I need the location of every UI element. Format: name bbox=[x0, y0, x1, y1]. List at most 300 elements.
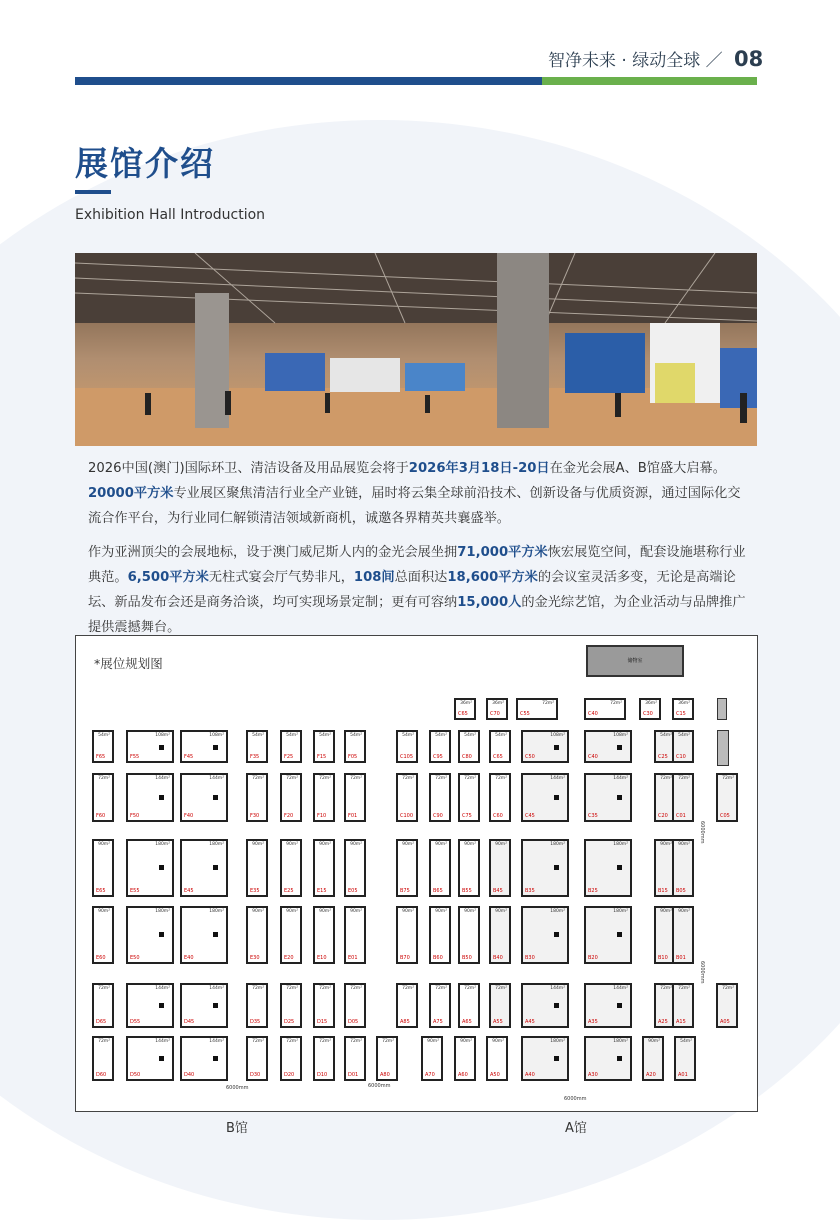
booth-area-label: 72m² bbox=[252, 986, 264, 991]
booth-id-label: F25 bbox=[284, 754, 294, 760]
booth-id-label: F55 bbox=[130, 754, 140, 760]
booth-id-label: A40 bbox=[525, 1072, 535, 1078]
booth-area-label: 90m² bbox=[350, 842, 362, 847]
booth-id-label: A30 bbox=[588, 1072, 598, 1078]
booth-area-label: 72m² bbox=[382, 1039, 394, 1044]
booth-e25 bbox=[280, 839, 302, 897]
booth-f10 bbox=[313, 773, 335, 822]
booth-area-label: 72m² bbox=[495, 776, 507, 781]
booth-area-label: 54m² bbox=[678, 733, 690, 738]
booth-id-label: B50 bbox=[462, 955, 472, 961]
booth-id-label: C55 bbox=[520, 711, 530, 717]
booth-c10 bbox=[672, 730, 694, 763]
booth-id-label: F05 bbox=[348, 754, 358, 760]
booth-area-label: 72m² bbox=[464, 986, 476, 991]
booth-id-label: B15 bbox=[658, 888, 668, 894]
booth-area-label: 180m² bbox=[613, 1039, 628, 1044]
booth-id-label: E30 bbox=[250, 955, 260, 961]
pillar-marker bbox=[159, 745, 164, 750]
booth-area-label: 90m² bbox=[427, 1039, 439, 1044]
booth-id-label: B60 bbox=[433, 955, 443, 961]
booth-b65 bbox=[429, 839, 451, 897]
booth-c100 bbox=[396, 773, 418, 822]
booth-e20 bbox=[280, 906, 302, 964]
booth-a75 bbox=[429, 983, 451, 1028]
booth-area-label: 72m² bbox=[286, 1039, 298, 1044]
booth-d45 bbox=[180, 983, 228, 1028]
booth-a05 bbox=[716, 983, 738, 1028]
p1-text-e: 专业展区聚焦清洁行业全产业链，届时将云集全球前沿技术、创新设备与优质资源，通过国际化交流合作平台，为行业同仁解锁清洁领域新商机，诚邀各界精英共襄盛举。 bbox=[88, 486, 741, 526]
booth-area-label: 72m² bbox=[350, 986, 362, 991]
booth-area-label: 72m² bbox=[402, 776, 414, 781]
booth-area-label: 72m² bbox=[495, 986, 507, 991]
dim-label-1: 6000mm bbox=[699, 821, 705, 844]
booth-c55 bbox=[516, 698, 558, 720]
booth-f50 bbox=[126, 773, 174, 822]
booth-b35 bbox=[521, 839, 569, 897]
booth-b05 bbox=[672, 839, 694, 897]
booth-id-label: C65 bbox=[493, 754, 503, 760]
dim-label-2: 6000mm bbox=[699, 961, 705, 984]
pillar-marker bbox=[159, 1056, 164, 1061]
booth-id-label: C40 bbox=[588, 711, 598, 717]
hall-a-label: A馆 bbox=[565, 1121, 587, 1136]
booth-area-label: 90m² bbox=[98, 842, 110, 847]
pillar-marker bbox=[617, 795, 622, 800]
exhibition-hall-photo bbox=[75, 253, 757, 446]
booth-e40 bbox=[180, 906, 228, 964]
booth-a80 bbox=[376, 1036, 398, 1081]
booth-c30 bbox=[639, 698, 661, 720]
booth-id-label: C10 bbox=[676, 754, 686, 760]
booth-area-label: 90m² bbox=[678, 842, 690, 847]
booth-id-label: C75 bbox=[462, 813, 472, 819]
p2-text-c: 恢宏展览空间，配套设施堪称行业典范。 bbox=[88, 545, 746, 585]
booth-id-label: F45 bbox=[184, 754, 194, 760]
pillar-marker bbox=[617, 1003, 622, 1008]
booth-id-label: E65 bbox=[96, 888, 106, 894]
booth-id-label: A35 bbox=[588, 1019, 598, 1025]
booth-id-label: C65 bbox=[458, 711, 468, 717]
booth-a20 bbox=[642, 1036, 664, 1081]
booth-id-label: A05 bbox=[720, 1019, 730, 1025]
p2-text-e: 无柱式宴会厅气势非凡， bbox=[208, 570, 354, 585]
p2-text-i: 的会议室灵活多变，无论是高端论坛、新品发布会还是商务洽谈，均可实现场景定制；更有可容纳 bbox=[88, 570, 736, 610]
booth-area-label: 72m² bbox=[464, 776, 476, 781]
booth-e30 bbox=[246, 906, 268, 964]
booth-area-label: 54m² bbox=[435, 733, 447, 738]
header-bar-green bbox=[542, 77, 757, 85]
booth-id-label: D15 bbox=[317, 1019, 328, 1025]
booth-id-label: F50 bbox=[130, 813, 140, 819]
booth-b25 bbox=[584, 839, 632, 897]
booth-id-label: E20 bbox=[284, 955, 294, 961]
booth-e35 bbox=[246, 839, 268, 897]
booth-area-label: 72m² bbox=[252, 776, 264, 781]
booth-id-label: A80 bbox=[380, 1072, 390, 1078]
booth-id-label: D30 bbox=[250, 1072, 261, 1078]
intro-paragraph-2 bbox=[88, 540, 748, 640]
booth-id-label: F40 bbox=[184, 813, 194, 819]
booth-area-label: 54m² bbox=[319, 733, 331, 738]
booth-area-label: 90m² bbox=[495, 842, 507, 847]
booth-e45 bbox=[180, 839, 228, 897]
booth-e50 bbox=[126, 906, 174, 964]
booth-b20 bbox=[584, 906, 632, 964]
booth-id-label: C30 bbox=[643, 711, 653, 717]
pillar-marker bbox=[617, 865, 622, 870]
booth-b45 bbox=[489, 839, 511, 897]
booth-id-label: C70 bbox=[490, 711, 500, 717]
booth-f45 bbox=[180, 730, 228, 763]
booth-c40 bbox=[584, 730, 632, 763]
booth-c105 bbox=[396, 730, 418, 763]
hall-b-label: B馆 bbox=[226, 1121, 248, 1136]
booth-id-label: F30 bbox=[250, 813, 260, 819]
booth-area-label: 72m² bbox=[286, 986, 298, 991]
booth-b30 bbox=[521, 906, 569, 964]
booth-id-label: B35 bbox=[525, 888, 535, 894]
floor-plan-label: *展位规划图 bbox=[94, 656, 163, 671]
booth-id-label: D10 bbox=[317, 1072, 328, 1078]
p2-text-k: 的金光综艺馆，为企业活动与品牌推广提供震撼舞台。 bbox=[88, 595, 746, 635]
booth-id-label: E60 bbox=[96, 955, 106, 961]
booth-id-label: A20 bbox=[646, 1072, 656, 1078]
booth-id-label: C100 bbox=[400, 813, 414, 819]
booth-id-label: E01 bbox=[348, 955, 358, 961]
pillar-marker bbox=[159, 932, 164, 937]
booth-area-label: 90m² bbox=[286, 842, 298, 847]
page-subtitle: Exhibition Hall Introduction bbox=[75, 207, 266, 223]
title-underline bbox=[75, 190, 111, 194]
pillar-marker bbox=[554, 865, 559, 870]
booth-d05 bbox=[344, 983, 366, 1028]
booth-d40 bbox=[180, 1036, 228, 1081]
booth-a40 bbox=[521, 1036, 569, 1081]
header-slogan-text: 智净未来 · 绿动全球 ／ bbox=[548, 51, 723, 71]
booth-id-label: E50 bbox=[130, 955, 140, 961]
booth-area-label: 72m² bbox=[722, 776, 734, 781]
booth-area-label: 180m² bbox=[613, 909, 628, 914]
booth-c15 bbox=[672, 698, 694, 720]
booth-a60 bbox=[454, 1036, 476, 1081]
booth-f60 bbox=[92, 773, 114, 822]
pillar-marker bbox=[554, 1003, 559, 1008]
booth-area-label: 90m² bbox=[660, 909, 672, 914]
booth-e55 bbox=[126, 839, 174, 897]
booth-a70 bbox=[421, 1036, 443, 1081]
booth-e15 bbox=[313, 839, 335, 897]
booth-c65 bbox=[454, 698, 476, 720]
booth-id-label: C80 bbox=[462, 754, 472, 760]
header-slogan bbox=[548, 46, 763, 71]
booth-area-label: 72m² bbox=[350, 1039, 362, 1044]
booth-area-label: 180m² bbox=[209, 909, 224, 914]
booth-c60 bbox=[489, 773, 511, 822]
booth-area-label: 108m² bbox=[613, 733, 628, 738]
booth-area-label: 144m² bbox=[155, 776, 170, 781]
booth-id-label: A01 bbox=[678, 1072, 688, 1078]
booth-area-label: 180m² bbox=[209, 842, 224, 847]
booth-area-label: 90m² bbox=[464, 842, 476, 847]
p1-text-a: 2026中国(澳门)国际环卫、清洁设备及用品展览会将于 bbox=[88, 461, 409, 476]
booth-b50 bbox=[458, 906, 480, 964]
booth-c40 bbox=[584, 698, 626, 720]
pillar-marker bbox=[554, 1056, 559, 1061]
booth-area-label: 90m² bbox=[252, 842, 264, 847]
booth-area-label: 72m² bbox=[660, 986, 672, 991]
booth-id-label: C35 bbox=[588, 813, 598, 819]
booth-c65 bbox=[489, 730, 511, 763]
pillar-marker bbox=[159, 1003, 164, 1008]
booth-area-label: 108m² bbox=[155, 733, 170, 738]
booth-id-label: A55 bbox=[493, 1019, 503, 1025]
p2-highlight-4: 18,600平方米 bbox=[447, 570, 538, 585]
pillar-marker bbox=[554, 932, 559, 937]
booth-area-label: 54m² bbox=[98, 733, 110, 738]
booth-area-label: 90m² bbox=[660, 842, 672, 847]
booth-area-label: 144m² bbox=[209, 986, 224, 991]
pillar-marker bbox=[617, 932, 622, 937]
booth-a01 bbox=[674, 1036, 696, 1081]
booth-area-label: 90m² bbox=[495, 909, 507, 914]
booth-area-label: 180m² bbox=[550, 842, 565, 847]
booth-area-label: 90m² bbox=[678, 909, 690, 914]
booth-area-label: 90m² bbox=[435, 842, 447, 847]
p2-highlight-3: 108间 bbox=[353, 570, 395, 585]
booth-area-label: 144m² bbox=[155, 1039, 170, 1044]
booth-f65 bbox=[92, 730, 114, 763]
booth-a30 bbox=[584, 1036, 632, 1081]
booth-id-label: A45 bbox=[525, 1019, 535, 1025]
booth-area-label: 180m² bbox=[155, 909, 170, 914]
booth-area-label: 90m² bbox=[350, 909, 362, 914]
booth-area-label: 72m² bbox=[610, 701, 622, 706]
p2-highlight-2: 6,500平方米 bbox=[127, 570, 209, 585]
booth-id-label: C05 bbox=[720, 813, 730, 819]
pillar-marker bbox=[554, 795, 559, 800]
pillar-marker bbox=[213, 932, 218, 937]
booth-b60 bbox=[429, 906, 451, 964]
booth-id-label: B10 bbox=[658, 955, 668, 961]
pillar-marker bbox=[554, 745, 559, 750]
booth-f01 bbox=[344, 773, 366, 822]
booth-area-label: 180m² bbox=[613, 842, 628, 847]
booth-b55 bbox=[458, 839, 480, 897]
booth-a55 bbox=[489, 983, 511, 1028]
booth-area-label: 36m² bbox=[460, 701, 472, 706]
booth-c35 bbox=[584, 773, 632, 822]
booth-id-label: F65 bbox=[96, 754, 106, 760]
booth-id-label: A50 bbox=[490, 1072, 500, 1078]
booth-id-label: A70 bbox=[425, 1072, 435, 1078]
booth-id-label: B05 bbox=[676, 888, 686, 894]
booth-e60 bbox=[92, 906, 114, 964]
booth-c01 bbox=[672, 773, 694, 822]
booth-area-label: 72m² bbox=[319, 1039, 331, 1044]
booth-id-label: D65 bbox=[96, 1019, 107, 1025]
booth-id-label: D55 bbox=[130, 1019, 141, 1025]
booth-a85 bbox=[396, 983, 418, 1028]
side-facility-2 bbox=[717, 730, 729, 766]
booth-id-label: B40 bbox=[493, 955, 503, 961]
booth-id-label: D05 bbox=[348, 1019, 359, 1025]
booth-id-label: E35 bbox=[250, 888, 260, 894]
booth-area-label: 180m² bbox=[155, 842, 170, 847]
booth-d55 bbox=[126, 983, 174, 1028]
booth-b75 bbox=[396, 839, 418, 897]
booth-d01 bbox=[344, 1036, 366, 1081]
booth-id-label: C15 bbox=[676, 711, 686, 717]
booth-c05 bbox=[716, 773, 738, 822]
floor-plan bbox=[75, 635, 758, 1112]
booth-id-label: B30 bbox=[525, 955, 535, 961]
booth-e05 bbox=[344, 839, 366, 897]
booth-c50 bbox=[521, 730, 569, 763]
pillar-marker bbox=[213, 1003, 218, 1008]
booth-area-label: 90m² bbox=[492, 1039, 504, 1044]
booth-f55 bbox=[126, 730, 174, 763]
booth-area-label: 108m² bbox=[550, 733, 565, 738]
booth-id-label: A25 bbox=[658, 1019, 668, 1025]
booth-c80 bbox=[458, 730, 480, 763]
pillar-marker bbox=[159, 865, 164, 870]
booth-id-label: B45 bbox=[493, 888, 503, 894]
booth-id-label: B75 bbox=[400, 888, 410, 894]
booth-id-label: E25 bbox=[284, 888, 294, 894]
booth-area-label: 90m² bbox=[648, 1039, 660, 1044]
booth-id-label: D20 bbox=[284, 1072, 295, 1078]
booth-id-label: C95 bbox=[433, 754, 443, 760]
booth-area-label: 54m² bbox=[680, 1039, 692, 1044]
booth-area-label: 72m² bbox=[286, 776, 298, 781]
p2-highlight-5: 15,000人 bbox=[457, 595, 522, 610]
booth-area-label: 90m² bbox=[252, 909, 264, 914]
booth-id-label: B01 bbox=[676, 955, 686, 961]
storage-room: 储物室 bbox=[586, 645, 684, 677]
booth-id-label: E55 bbox=[130, 888, 140, 894]
booth-c45 bbox=[521, 773, 569, 822]
booth-id-label: E10 bbox=[317, 955, 327, 961]
booth-id-label: F10 bbox=[317, 813, 327, 819]
booth-area-label: 54m² bbox=[495, 733, 507, 738]
header-bar-blue bbox=[75, 77, 542, 85]
booth-f40 bbox=[180, 773, 228, 822]
booth-area-label: 144m² bbox=[550, 776, 565, 781]
booth-a50 bbox=[486, 1036, 508, 1081]
booth-b01 bbox=[672, 906, 694, 964]
booth-d25 bbox=[280, 983, 302, 1028]
booth-id-label: E05 bbox=[348, 888, 358, 894]
booth-area-label: 72m² bbox=[542, 701, 554, 706]
booth-area-label: 90m² bbox=[402, 909, 414, 914]
booth-b40 bbox=[489, 906, 511, 964]
p1-highlight-area: 20000平方米 bbox=[88, 486, 174, 501]
booth-area-label: 36m² bbox=[645, 701, 657, 706]
booth-area-label: 54m² bbox=[402, 733, 414, 738]
booth-id-label: D25 bbox=[284, 1019, 295, 1025]
booth-d60 bbox=[92, 1036, 114, 1081]
page-title: 展馆介绍 bbox=[75, 144, 215, 183]
booth-f05 bbox=[344, 730, 366, 763]
pillar-marker bbox=[617, 745, 622, 750]
booth-area-label: 72m² bbox=[98, 776, 110, 781]
intro-paragraph-1 bbox=[88, 456, 748, 531]
booth-area-label: 144m² bbox=[550, 986, 565, 991]
booth-e10 bbox=[313, 906, 335, 964]
booth-id-label: A75 bbox=[433, 1019, 443, 1025]
booth-area-label: 72m² bbox=[678, 986, 690, 991]
booth-id-label: C25 bbox=[658, 754, 668, 760]
booth-id-label: C90 bbox=[433, 813, 443, 819]
booth-id-label: D45 bbox=[184, 1019, 195, 1025]
booth-a65 bbox=[458, 983, 480, 1028]
booth-area-label: 90m² bbox=[435, 909, 447, 914]
booth-f30 bbox=[246, 773, 268, 822]
booth-d30 bbox=[246, 1036, 268, 1081]
booth-id-label: D60 bbox=[96, 1072, 107, 1078]
booth-id-label: B25 bbox=[588, 888, 598, 894]
booth-area-label: 72m² bbox=[350, 776, 362, 781]
booth-area-label: 180m² bbox=[550, 1039, 565, 1044]
booth-area-label: 72m² bbox=[435, 776, 447, 781]
booth-e01 bbox=[344, 906, 366, 964]
p1-highlight-date: 2026年3月18日-20日 bbox=[408, 461, 550, 476]
booth-e65 bbox=[92, 839, 114, 897]
p2-highlight-1: 71,000平方米 bbox=[457, 545, 548, 560]
side-facility-1 bbox=[717, 698, 727, 720]
booth-area-label: 108m² bbox=[209, 733, 224, 738]
booth-area-label: 72m² bbox=[252, 1039, 264, 1044]
dim-label-5: 6000mm bbox=[564, 1096, 587, 1102]
booth-id-label: A15 bbox=[676, 1019, 686, 1025]
booth-c70 bbox=[486, 698, 508, 720]
booth-area-label: 90m² bbox=[319, 842, 331, 847]
pillar-marker bbox=[159, 795, 164, 800]
pillar-marker bbox=[213, 1056, 218, 1061]
booth-id-label: A85 bbox=[400, 1019, 410, 1025]
booth-f15 bbox=[313, 730, 335, 763]
booth-area-label: 90m² bbox=[98, 909, 110, 914]
booth-b70 bbox=[396, 906, 418, 964]
booth-id-label: F01 bbox=[348, 813, 358, 819]
booth-f35 bbox=[246, 730, 268, 763]
booth-area-label: 54m² bbox=[286, 733, 298, 738]
dim-label-3: 6000mm bbox=[226, 1085, 249, 1091]
booth-id-label: B55 bbox=[462, 888, 472, 894]
booth-id-label: F60 bbox=[96, 813, 106, 819]
booth-area-label: 180m² bbox=[550, 909, 565, 914]
booth-f25 bbox=[280, 730, 302, 763]
page-number: 08 bbox=[734, 47, 764, 71]
booth-area-label: 90m² bbox=[319, 909, 331, 914]
booth-area-label: 72m² bbox=[402, 986, 414, 991]
booth-area-label: 144m² bbox=[613, 776, 628, 781]
booth-d20 bbox=[280, 1036, 302, 1081]
booth-id-label: E45 bbox=[184, 888, 194, 894]
booth-id-label: F20 bbox=[284, 813, 294, 819]
booth-area-label: 72m² bbox=[435, 986, 447, 991]
booth-area-label: 54m² bbox=[350, 733, 362, 738]
booth-area-label: 54m² bbox=[464, 733, 476, 738]
booth-d65 bbox=[92, 983, 114, 1028]
booth-id-label: D50 bbox=[130, 1072, 141, 1078]
booth-area-label: 72m² bbox=[319, 776, 331, 781]
booth-f20 bbox=[280, 773, 302, 822]
booth-id-label: D35 bbox=[250, 1019, 261, 1025]
booth-id-label: D40 bbox=[184, 1072, 195, 1078]
booth-d50 bbox=[126, 1036, 174, 1081]
